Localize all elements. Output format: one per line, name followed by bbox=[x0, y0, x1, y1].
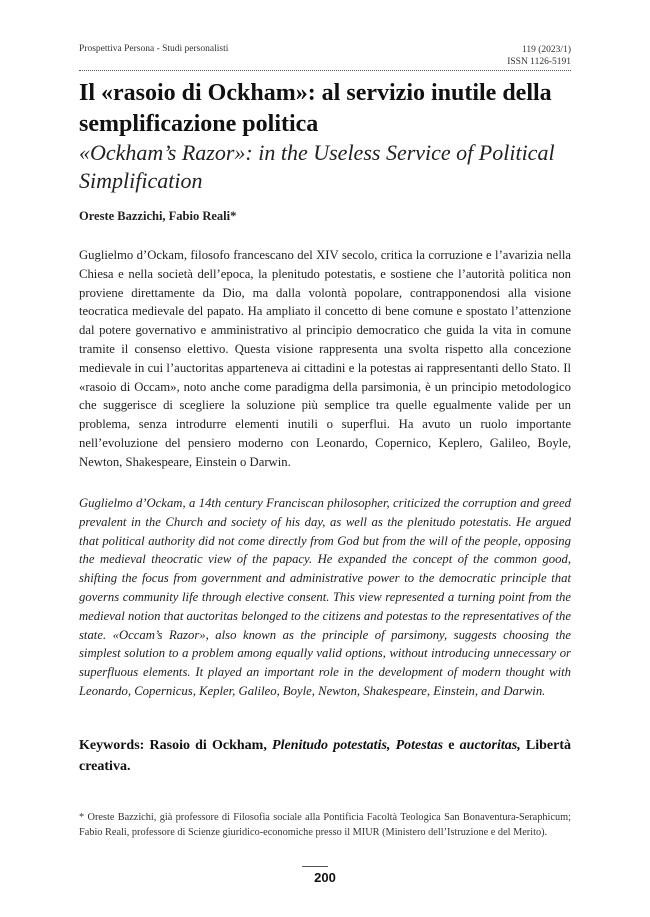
issn: ISSN 1126-5191 bbox=[507, 57, 571, 67]
keyword-conjunction: e bbox=[448, 738, 455, 753]
footnote: * Oreste Bazzichi, già professore di Filosofia sociale alla Pontificia Facoltà Teologica San Bonaventura-Seraphicum; Fabio Reali, professore di Scienze giuridico-economiche presso il MIUR (Ministero dell’Istruzione e del Merito). bbox=[79, 812, 571, 838]
keywords bbox=[79, 735, 571, 777]
keywords-label: Keywords: bbox=[79, 738, 145, 753]
keyword-4: auctoritas, bbox=[459, 738, 521, 753]
keyword-2: Plenitudo potestatis, bbox=[272, 738, 391, 753]
page-number: 200 bbox=[314, 870, 336, 885]
keyword-1: Rasoio di Ockham, bbox=[149, 738, 267, 753]
abstract-english: Guglielmo d’Ockam, a 14th century Franciscan philosopher, criticized the corruption and greed prevalent in the Church and society of his day, as well as the plenitudo potestatis. He argued that political authority did not come directly from God but from the will of the people, opposing the medieval theocratic view of the papacy. He expanded the concept of the common good, shifting the focus from government and administrative power to the democratic principle that governs community life through elective consent. This view represented a turning point from the medieval notion that auctoritas belonged to the citizens and potestas to the representatives of the state. «Occam’s Razor», also known as the principle of parsimony, suggests choosing the simplest solution to a problem among equally valid options, without introducing unnecessary or superfluous elements. It played an important role in the development of modern thought with Leonardo, Copernicus, Kepler, Galileo, Boyle, Newton, Shakespeare, Einstein, and Darwin. bbox=[79, 496, 571, 698]
journal-name: Prospettiva Persona - Studi personalisti bbox=[79, 44, 229, 54]
keyword-3: Potestas bbox=[395, 738, 444, 753]
issue-info bbox=[507, 44, 571, 68]
article-title: Il «rasoio di Ockham»: al servizio inutile della semplificazione politica bbox=[79, 80, 552, 137]
page-number-rule bbox=[302, 866, 328, 867]
keyword-5: Libertà creativa. bbox=[79, 738, 572, 774]
article-title-english: «Ockham’s Razor»: in the Useless Service of Political Simplification bbox=[79, 140, 555, 193]
issue-number: 119 (2023/1) bbox=[522, 45, 571, 55]
header-divider bbox=[79, 70, 571, 71]
authors: Oreste Bazzichi, Fabio Reali* bbox=[79, 209, 237, 223]
abstract-italian: Guglielmo d’Ockam, filosofo francescano del XIV secolo, critica la corruzione e l’avarizia nella Chiesa e nella società dell’epoca, la plenitudo potestatis, e sostiene che l’autorità politica non proviene direttamente da Dio, ma dalla volontà popolare, contrapponendosi alla visione teocratica medievale del papato. Ha ampliato il concetto di bene comune e spostato l’attenzione dal potere governativo e amministrativo al principio democratico che guida la vita in comune tramite il consenso elettivo. Questa visione rappresenta una svolta rispetto alla concezione medievale in cui l’auctoritas apparteneva ai cittadini e la potestas ai rappresentanti dello Stato. Il «rasoio di Occam», noto anche come paradigma della parsimonia, è un principio metodologico che suggerisce di scegliere la soluzione più semplice tra quelle egualmente valide per un problema, senza introdurre elementi inutili o superflui. Ha avuto un ruolo importante nell’evoluzione del pensiero moderno con Leonardo, Copernico, Keplero, Galileo, Boyle, Newton, Shakespeare, Einstein o Darwin. bbox=[79, 248, 571, 469]
